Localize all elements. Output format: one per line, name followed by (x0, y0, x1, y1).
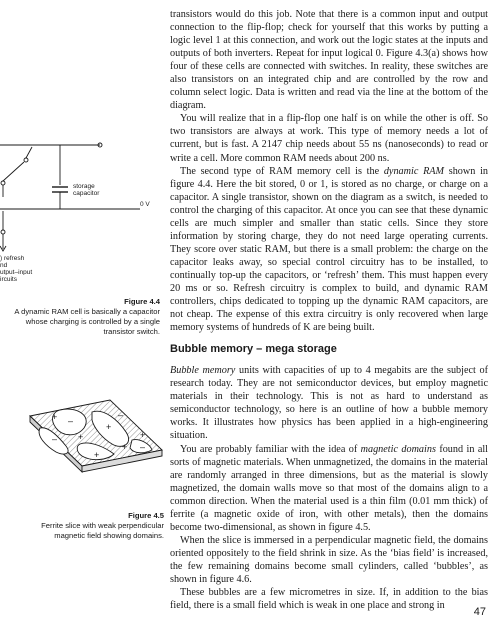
figure-4-4-number: Figure 4.4 (124, 297, 160, 306)
figure-4-5-number: Figure 4.5 (128, 511, 164, 520)
page-number: 47 (473, 606, 486, 618)
figure-4-4-caption (10, 297, 160, 337)
main-text-column (170, 8, 488, 612)
emphasis-bubble-memory: Bubble memory (170, 365, 236, 377)
emphasis-magnetic-domains: magnetic domains (360, 443, 436, 455)
domain-symbol: + (140, 430, 146, 440)
domain-symbol: + (106, 422, 112, 432)
storage-label: storage (73, 183, 95, 190)
domain-symbol: + (52, 412, 58, 422)
paragraph (170, 443, 488, 534)
paragraph-text: The second type of RAM memory cell is the (180, 165, 384, 177)
paragraph-text: units with capacities of up to 4 megabits are the subject of research today. They are not semiconductor devices, but employ magnetic materials in their technology. This is not as hard to understand as semiconductor technology, so here is an outline of how a bubble memory works. It illustrates how physics has been applied in a high-engineering situation. (170, 365, 488, 442)
section-heading: Bubble memory – mega storage (170, 343, 337, 356)
paragraph-text: found in all sorts of magnetic materials. When unmagnetized, the domains in the material are randomly arranged in three dimensions, but as the material is slowly magnetized, the domain walls move so that most of the domains align to a common direction. When the material used is a thin film (0.01 mm thick) of ferrite (a magnetic oxide of iron, with other metals), then the domains become two-dimensional, as shown in figure 4.5. (170, 443, 488, 533)
figure-4-5-caption (14, 511, 164, 541)
domain-symbol: + (78, 432, 84, 442)
paragraph: These bubbles are a few micrometres in size. If, in addition to the bias field, there is a small field which is weak in one place and strong in (170, 587, 488, 612)
emphasis-dynamic-ram: dynamic RAM (383, 165, 445, 177)
figure-4-5-diagram (22, 398, 167, 498)
paragraph (170, 165, 488, 335)
figure-4-5-text: Ferrite slice with weak perpendicular magnetic field showing domains. (41, 521, 164, 540)
capacitor-label: capacitor (73, 190, 100, 197)
refresh-label-2: nd (0, 262, 8, 269)
figure-4-4-text: A dynamic RAM cell is basically a capacitor whose charging is controlled by a single transistor switch. (14, 307, 160, 336)
figure-4-4-diagram (0, 125, 170, 275)
domain-symbol: – (140, 442, 146, 452)
paragraph-text: shown in figure 4.4. Here the bit stored, 0 or 1, is stored as no charge, or charge on a capacitor. A single transistor, shown on the diagram as a switch, is needed to control the charging of this capacitor. At once you can see that these dynamic cells are much simpler and smaller than static cells. Since they store information by storing charge, they do not need large operating currents. They score over static RAM, but there is a small problem: the charge on the capacitor leaks away, so special control circuitry has to be installed, to continually top-up the capacitors, or ‘refresh’ them. This must happen every 20 ms or so. Refresh circuitry is complex to build, and dynamic RAM controllers, chips dedicated to topping up the dynamic RAM capacitors, are not cheap. The expense of this extra circuitry is only recovered when large memory systems of hundreds of K are being built. (170, 165, 489, 334)
paragraph-text: You are probably familiar with the idea of (180, 443, 361, 455)
paragraph: You will realize that in a flip-flop one half is on while the other is off. So two transistors are always at work. This type of memory needs a lot of current, but is fast. A 2147 chip needs about 55 ns (nanoseconds) to read or write a cell. More common RAM needs about 200 ns. (170, 113, 488, 164)
domain-symbol: – (52, 434, 58, 444)
domain-symbol: + (122, 442, 128, 452)
refresh-label-4: ircuits (0, 276, 17, 283)
paragraph (170, 364, 488, 442)
ground-label: 0 V (140, 201, 150, 208)
domain-symbol: + (94, 450, 100, 460)
refresh-label-3: utput–input (0, 269, 33, 275)
paragraph: When the slice is immersed in a perpendicular magnetic field, the domains oriented oppositely to the field shrink in size. As the ‘bias field’ is increased, the few remaining domains become small cylinders, called ‘bubbles’, as shown in figure 4.6. (170, 534, 488, 585)
domain-symbol: – (68, 416, 74, 426)
paragraph: transistors would do this job. Note that there is a common input and output connection to the flip-flop; check for yourself that this works by putting a logic level 1 at this connection, and work out the logic states at the inputs and outputs of both inverters. Repeat for input logical 0. Figure 4.3(a) shows how four of these cells are connected with switches. In reality, these switches are also transistors on an integrated chip and are controlled by the row and column select logic. Data is written and read via the line at the bottom of the diagram. (170, 9, 488, 112)
refresh-label-1: ) refresh (0, 255, 25, 262)
domain-symbol: – (118, 410, 124, 420)
